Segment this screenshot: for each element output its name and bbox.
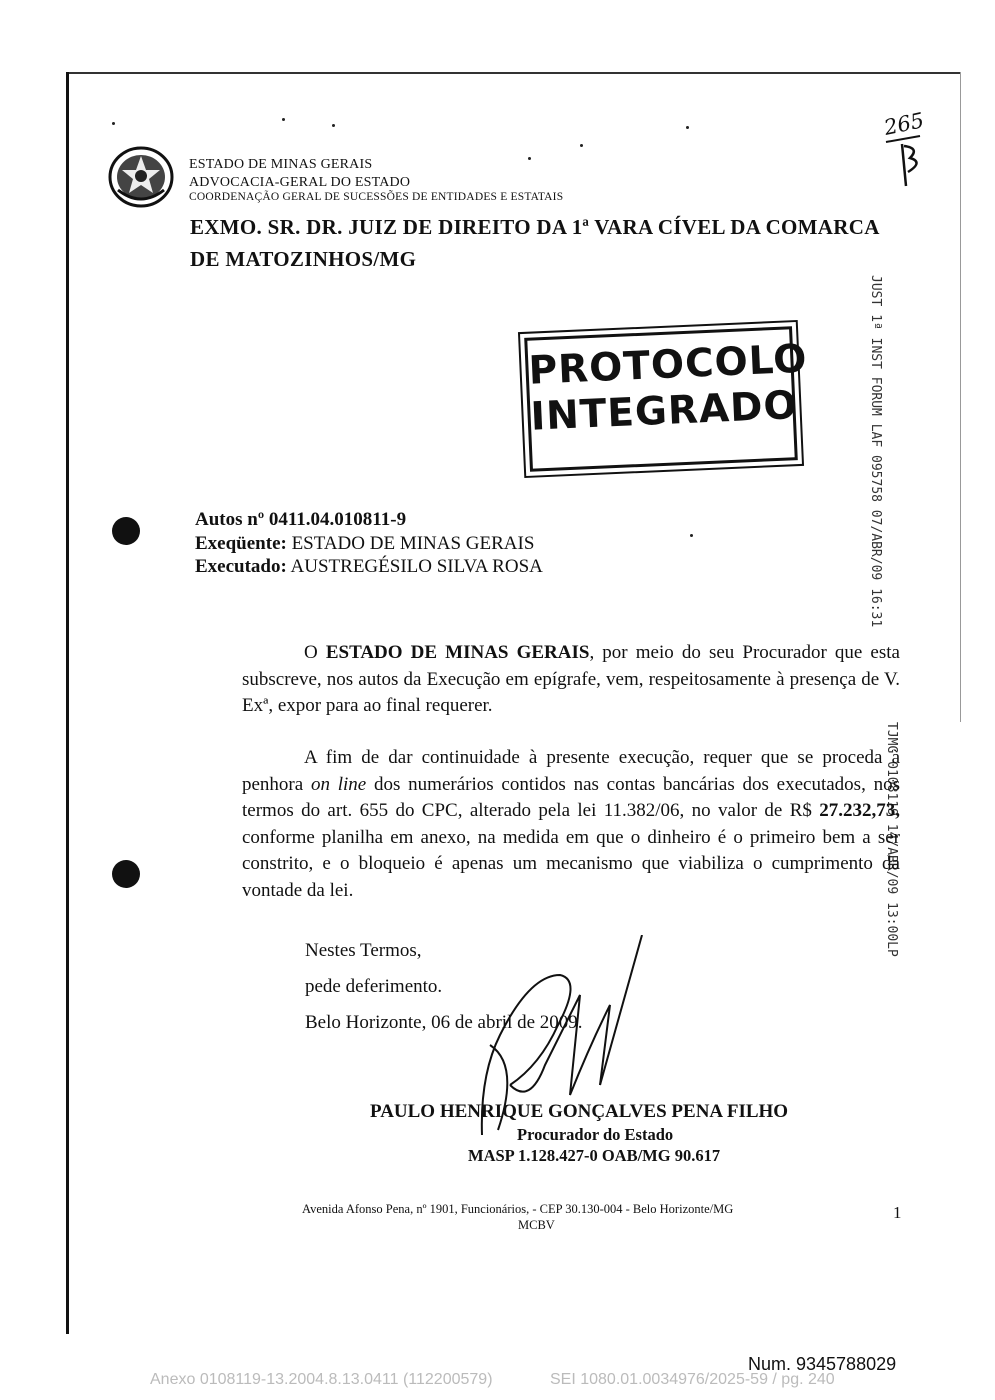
p2-text-b: dos numerários contidos nas contas bancárias dos executados, nos termos do art. 655 do CPC, alterado pela lei 11.382/06, no valor de R$: [242, 773, 900, 821]
addressee-line-1: EXMO. SR. DR. JUIZ DE DIREITO DA 1ª VARA CÍVEL DA COMARCA: [190, 215, 880, 239]
p2-text-c: conforme planilha em anexo, na medida em que o dinheiro é o primeiro bem a ser constrito, e o bloqueio é apenas um mecanismo que viabiliza o cumprimento da vontade da lei.: [242, 826, 900, 901]
state-coat-of-arms-icon: [108, 146, 174, 208]
scan-speck: [528, 157, 531, 160]
annex-reference: Anexo 0108119-13.2004.8.13.0411 (112200579): [150, 1371, 493, 1388]
header-state-name: ESTADO DE MINAS GERAIS: [189, 157, 373, 172]
p2-online: on line: [310, 773, 367, 795]
p1-party-name: ESTADO DE MINAS GERAIS: [325, 642, 590, 663]
hole-punch-dot: [112, 517, 140, 545]
p2-amount: 27.232,73,: [819, 800, 900, 821]
vertical-receipt-stamp-2: TJMG 0108119 14/ABR/09 13:00LP: [884, 722, 899, 957]
footer-code: MCBV: [518, 1218, 555, 1232]
sei-reference: SEI 1080.01.0034976/2025-59 / pg. 240: [550, 1371, 835, 1388]
footer-address: Avenida Afonso Pena, nº 1901, Funcionários, - CEP 30.130-004 - Belo Horizonte/MG: [302, 1202, 734, 1216]
signatory-role: Procurador do Estado: [517, 1125, 674, 1144]
signatory-name: PAULO HENRIQUE GONÇALVES PENA FILHO: [370, 1101, 789, 1122]
scan-speck: [686, 126, 689, 129]
scan-speck: [580, 144, 583, 147]
creditor-label: Exeqüente:: [195, 533, 287, 554]
p2-text-a: A fim de dar continuidade à presente execução, requer que se proceda à penhora: [242, 747, 900, 795]
p1-intro: O: [304, 642, 326, 663]
header-department-name: COORDENAÇÃO GERAL DE SUCESSÕES DE ENTIDADES E ESTATAIS: [189, 191, 564, 203]
footer-page-number: 1: [893, 1203, 902, 1222]
protocolo-integrado-stamp: [524, 326, 809, 472]
closing-date-line: Belo Horizonte, 06 de abril de 2009.: [305, 1012, 583, 1033]
scan-border-right: [960, 72, 961, 722]
debtor-label: Executado:: [195, 556, 287, 577]
case-number-line: [195, 509, 406, 531]
debtor-line: [195, 556, 543, 578]
closing-line-2: pede deferimento.: [305, 976, 443, 997]
scan-border-left: [66, 72, 69, 1334]
signatory-registration: MASP 1.128.427-0 OAB/MG 90.617: [468, 1146, 721, 1165]
header-agency-name: ADVOCACIA-GERAL DO ESTADO: [189, 175, 411, 190]
addressee-line-2: DE MATOZINHOS/MG: [190, 247, 417, 271]
debtor-value: AUSTREGÉSILO SILVA ROSA: [290, 556, 543, 577]
handwritten-page-mark: 265: [881, 108, 927, 140]
handwritten-initial-icon: [880, 130, 930, 190]
creditor-line: [195, 533, 534, 555]
p1-text: , por meio do seu Procurador que esta subscreve, nos autos da Execução em epígrafe, vem, respeitosamente à presença de V. Exª, expor para ao final requerer.: [242, 642, 900, 716]
stamp-line-2: INTEGRADO: [529, 383, 799, 440]
body-paragraph-2: [242, 745, 900, 904]
creditor-value: ESTADO DE MINAS GERAIS: [291, 533, 535, 554]
body-paragraph-1: [242, 640, 900, 720]
scan-speck: [112, 122, 115, 125]
hole-punch-dot: [112, 860, 140, 888]
stamp-line-1: PROTOCOLO: [527, 336, 809, 394]
scan-border-top: [66, 72, 961, 74]
scan-speck: [282, 118, 285, 121]
case-number-value: 0411.04.010811-9: [268, 509, 407, 530]
closing-line-1: Nestes Termos,: [305, 940, 422, 961]
vertical-receipt-stamp-1: JUST 1ª INST FORUM LAF 095758 07/ABR/09 16:31: [868, 275, 883, 628]
document-number: Num. 9345788029: [748, 1354, 897, 1374]
scan-speck: [332, 124, 335, 127]
scan-speck: [690, 534, 693, 537]
case-number-label: Autos nº: [195, 509, 265, 530]
